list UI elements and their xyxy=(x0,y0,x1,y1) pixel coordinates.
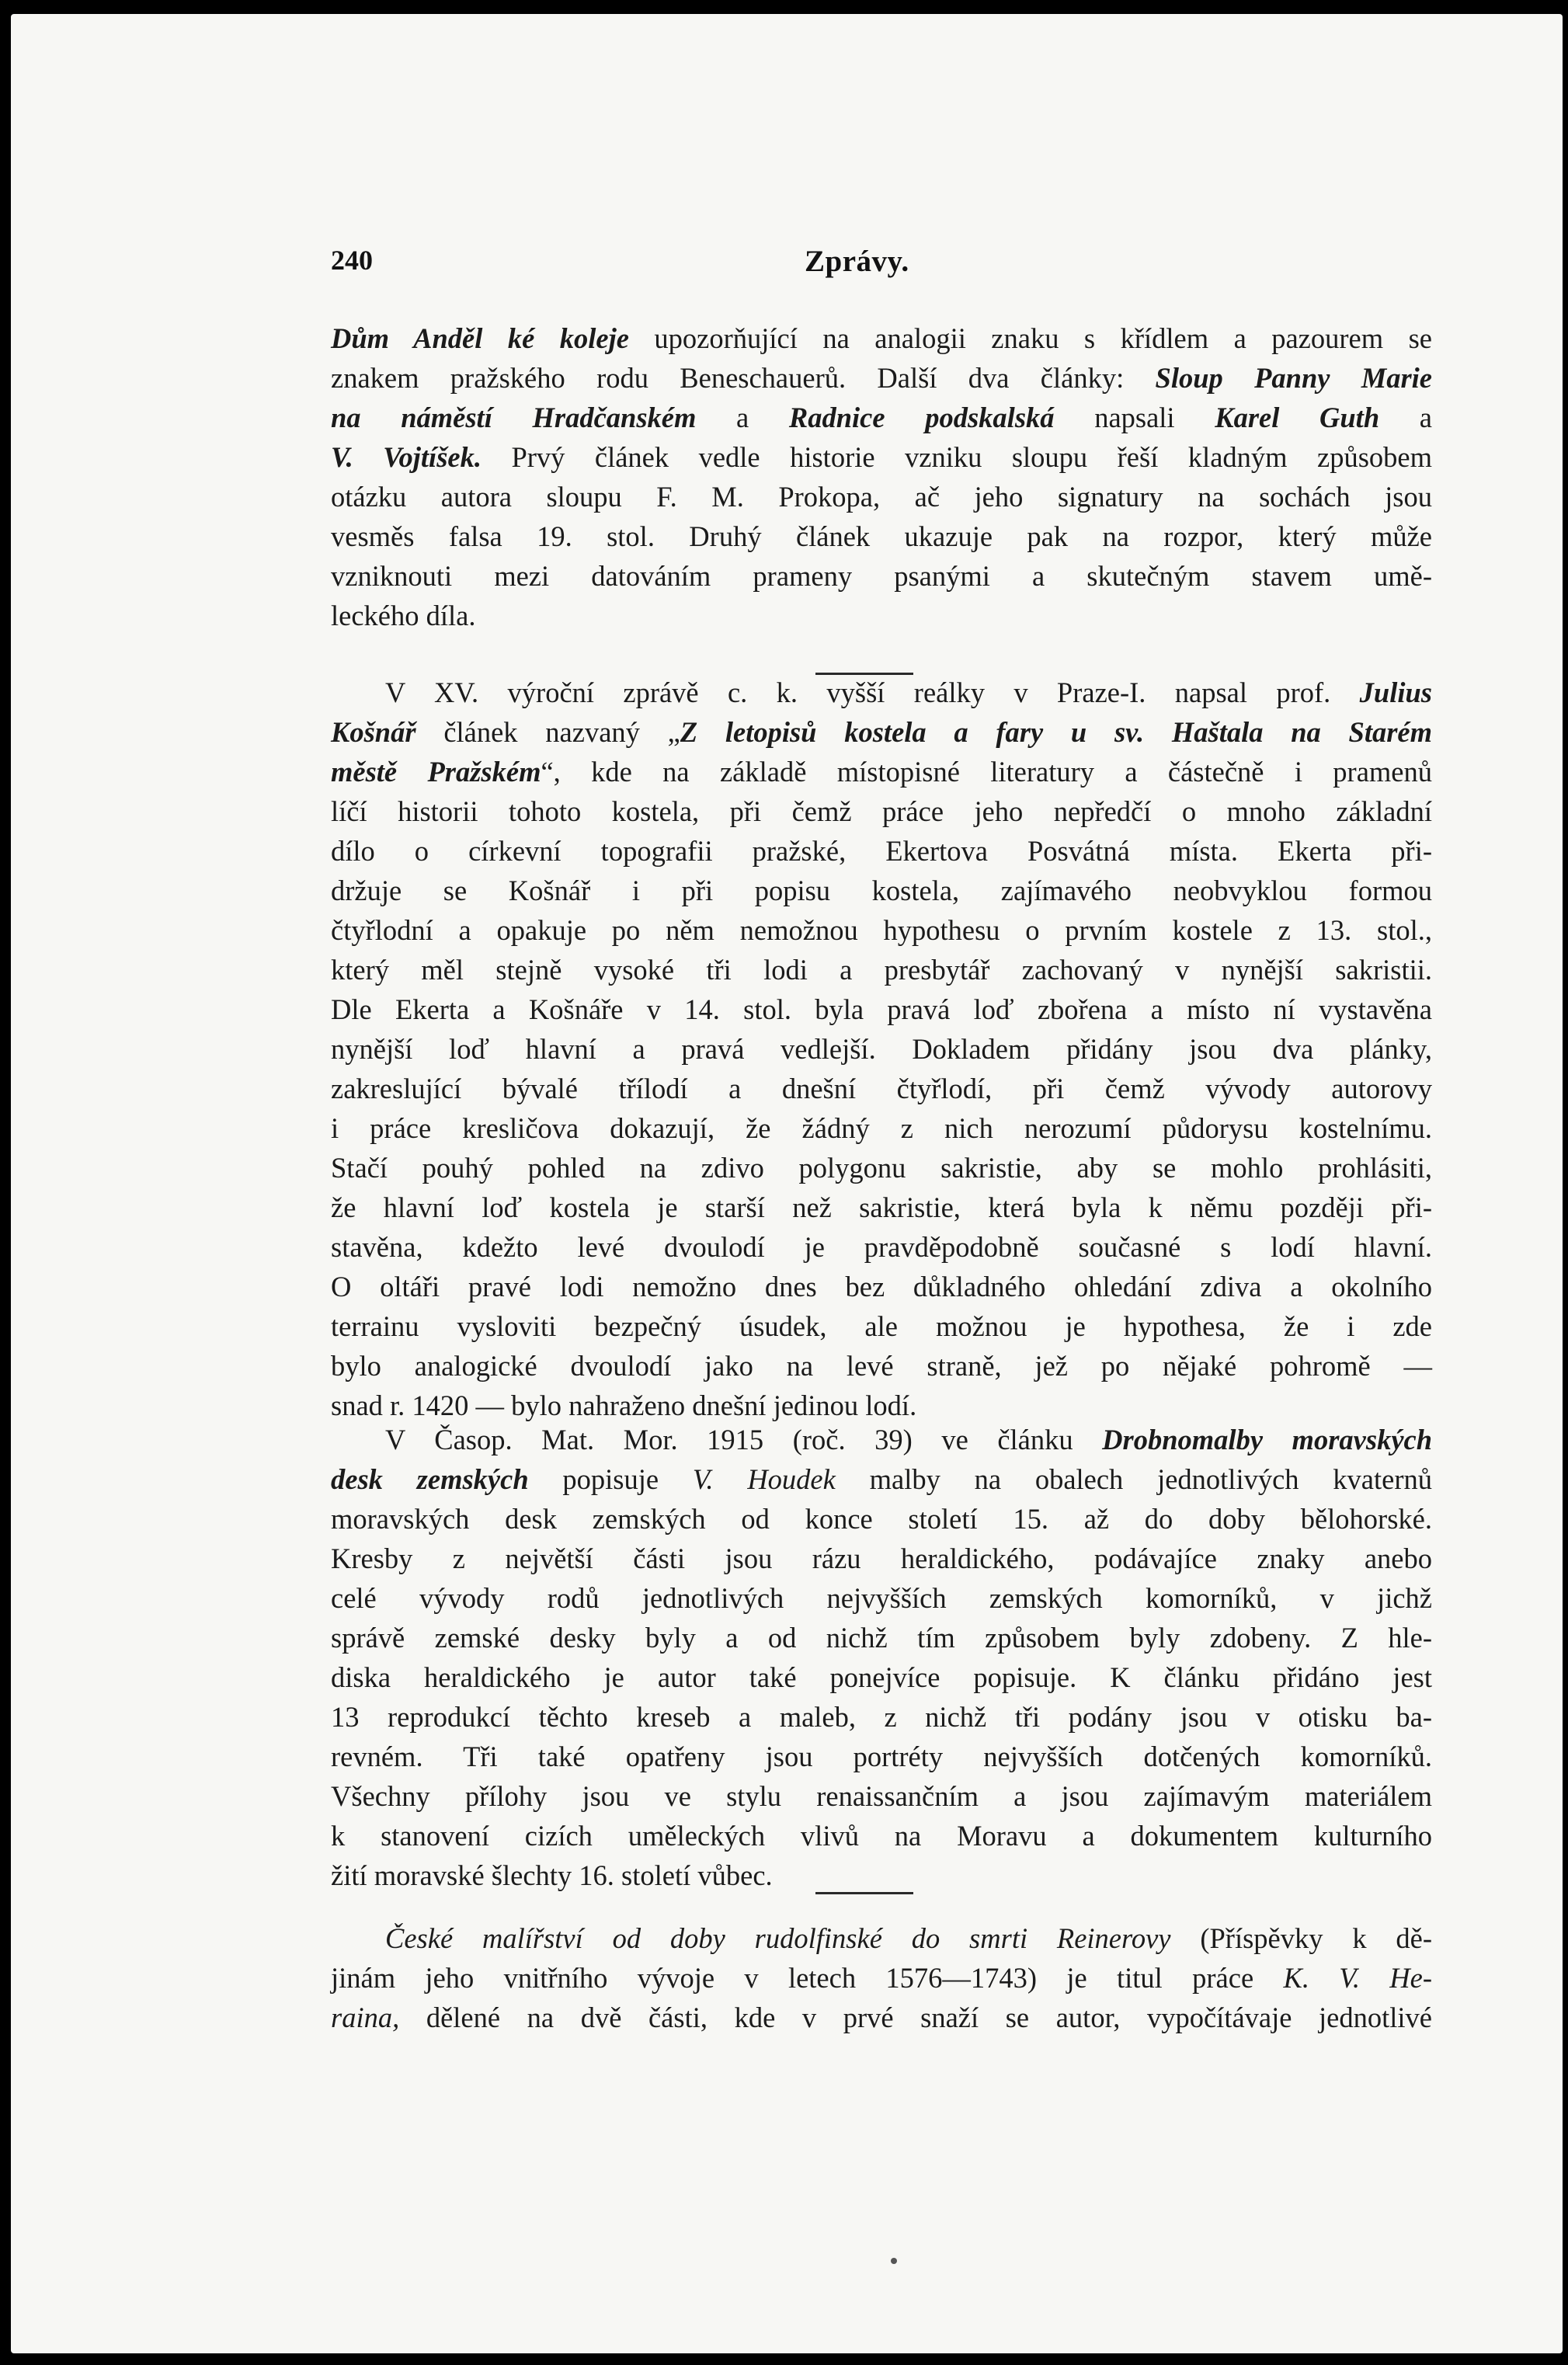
scan-speck xyxy=(891,2258,897,2264)
text-line: diska heraldického je autor také ponejvíce popisuje. K článku přidáno jest xyxy=(331,1661,1432,1693)
running-title: Zprávy. xyxy=(805,245,909,278)
text-line xyxy=(331,1918,1432,1958)
italic-author: Košnář xyxy=(331,716,416,748)
text-line xyxy=(331,752,1432,791)
text-run: jinám jeho vnitřního vývoje v letech 1576—1743) je titul práce xyxy=(331,1962,1254,1994)
text-run: dělené na dvě části, kde v prvé snaží se autor, vypočítávaje jednotlivé xyxy=(426,2002,1432,2033)
text-line xyxy=(331,437,1432,477)
text-line: vesměs falsa 19. stol. Druhý článek ukazuje pak na rozpor, který může xyxy=(331,520,1432,552)
text-line: nynější loď hlavní a pravá vedlejší. Dokladem přidány jsou dva plánky, xyxy=(331,1033,1432,1065)
text-line: stavěna, kdežto levé dvoulodí je pravděpodobně současné s lodí hlavní. xyxy=(331,1231,1432,1263)
text-line: k stanovení cizích uměleckých vlivů na Moravu a dokumentem kulturního xyxy=(331,1820,1432,1852)
paragraph-3 xyxy=(331,1420,1432,1895)
text-run: napsali xyxy=(1094,402,1175,433)
text-line: i práce kresličova dokazují, že žádný z nich nerozumí půdorysu kostelnímu. xyxy=(331,1112,1432,1144)
italic-author: V. Vojtíšek. xyxy=(331,441,482,473)
text-line: žití moravské šlechty 16. století vůbec. xyxy=(331,1859,773,1891)
paragraph-2 xyxy=(331,673,1432,1425)
text-line xyxy=(331,712,1432,752)
text-line: terrainu vysloviti bezpečný úsudek, ale možnou je hypothesa, že i zde xyxy=(331,1310,1432,1342)
text-run: (Příspěvky k dě- xyxy=(1200,1922,1432,1954)
text-run: malby na obalech jednotlivých kvaternů xyxy=(869,1463,1433,1495)
text-run: upozorňující na analogii znaku s křídlem a pazourem se xyxy=(654,322,1432,354)
text-line: vzniknouti mezi datováním prameny psanými a skutečným stavem umě- xyxy=(331,560,1432,592)
text-line: snad r. 1420 — bylo nahraženo dnešní jedinou lodí. xyxy=(331,1389,917,1421)
text-line: čtyřlodní a opakuje po něm nemožnou hypothesu o prvním kostele z 13. stol., xyxy=(331,914,1432,946)
text-line: otázku autora sloupu F. M. Prokopa, ač jeho signatury na sochách jsou xyxy=(331,481,1432,513)
text-line: O oltáři pravé lodi nemožno dnes bez důkladného ohledání zdiva a okolního xyxy=(331,1271,1432,1302)
italic-title: městě Pražském xyxy=(331,756,541,788)
text-line: Stačí pouhý pohled na zdivo polygonu sakristie, aby se mohlo prohlásiti, xyxy=(331,1152,1432,1184)
text-line: že hlavní loď kostela je starší než sakristie, která byla k němu později při- xyxy=(331,1191,1432,1223)
text-line xyxy=(331,1459,1432,1499)
text-line xyxy=(331,1998,1432,2037)
italic-title: Radnice podskalská xyxy=(788,402,1055,433)
text-line xyxy=(331,318,1432,358)
page-number: 240 xyxy=(331,245,373,276)
text-line: moravských desk zemských od konce století 15. až do doby bělohorské. xyxy=(331,1503,1432,1535)
text-line: Dle Ekerta a Košnáře v 14. stol. byla pravá loď zbořena a místo ní vystavěna xyxy=(331,993,1432,1025)
text-run: popisuje xyxy=(562,1463,659,1495)
text-run: znakem pražského rodu Beneschauerů. Další dva články: xyxy=(331,362,1125,394)
text-line: celé vývody rodů jednotlivých nejvyšších zemských komorníků, v jichž xyxy=(331,1582,1432,1614)
text-line: správě zemské desky byly a od nichž tím způsobem byly zdobeny. Z hle- xyxy=(331,1622,1432,1654)
text-run: “, kde na základě místopisné literatury a částečně i pramenů xyxy=(541,756,1432,788)
text-line xyxy=(331,673,1432,712)
text-line: držuje se Košnář i při popisu kostela, zajímavého neobvyklou formou xyxy=(331,875,1432,906)
italic-author: V. Houdek xyxy=(692,1463,836,1495)
italic-title: Z letopisů kostela a fary u sv. Haštala na Starém xyxy=(680,716,1433,748)
text-line: leckého díla. xyxy=(331,600,476,631)
italic-author: raina, xyxy=(331,2002,400,2033)
paragraph-1 xyxy=(331,318,1432,635)
paragraph-4 xyxy=(331,1918,1432,2037)
italic-title: České malířství od doby rudolfinské do smrti Reinerovy xyxy=(385,1922,1171,1954)
italic-title: Dům Anděl ké koleje xyxy=(331,322,629,354)
italic-title: Drobnomalby moravských xyxy=(1102,1424,1433,1456)
italic-title: Sloup Panny Marie xyxy=(1155,362,1433,394)
text-run: a xyxy=(1419,402,1432,433)
text-line: Kresby z největší části jsou rázu heraldického, podávajíce znaky anebo xyxy=(331,1542,1432,1574)
text-line xyxy=(331,1958,1432,1998)
text-line: líčí historii tohoto kostela, při čemž práce jeho nepředčí o mnoho základní xyxy=(331,795,1432,827)
text-run: Prvý článek vedle historie vzniku sloupu řeší kladným způsobem xyxy=(511,441,1432,473)
text-line: revném. Tři také opatřeny jsou portréty nejvyšších dotčených komorníků. xyxy=(331,1741,1432,1772)
page-header xyxy=(331,236,1432,283)
text-line: dílo o církevní topografii pražské, Ekertova Posvátná místa. Ekerta při- xyxy=(331,835,1432,867)
italic-title: na náměstí Hradčanském xyxy=(331,402,697,433)
text-line xyxy=(331,358,1432,398)
text-run: V Časop. Mat. Mor. 1915 (roč. 39) ve článku xyxy=(385,1424,1073,1456)
text-run: a xyxy=(736,402,749,433)
italic-author: Karel Guth xyxy=(1215,402,1380,433)
section-divider xyxy=(815,1892,913,1894)
text-run: článek nazvaný „ xyxy=(443,716,680,748)
text-line: Všechny přílohy jsou ve stylu renaissančním a jsou zajímavým materiálem xyxy=(331,1780,1432,1812)
text-run: V XV. výroční zprávě c. k. vyšší reálky v Praze-I. napsal prof. xyxy=(385,676,1331,708)
text-line: zakreslující bývalé třílodí a dnešní čtyřlodí, při čemž vývody autorovy xyxy=(331,1073,1432,1104)
text-line: 13 reprodukcí těchto kreseb a maleb, z nichž tři podány jsou v otisku ba- xyxy=(331,1701,1432,1733)
italic-author: Julius xyxy=(1359,676,1432,708)
text-line xyxy=(331,398,1432,437)
text-line: bylo analogické dvoulodí jako na levé straně, jež po nějaké pohromě — xyxy=(331,1350,1432,1382)
text-line: který měl stejně vysoké tři lodi a presbytář zachovaný v nynější sakristii. xyxy=(331,954,1432,986)
text-line xyxy=(331,1420,1432,1459)
italic-title: desk zemských xyxy=(331,1463,529,1495)
italic-author: K. V. He- xyxy=(1283,1962,1432,1994)
